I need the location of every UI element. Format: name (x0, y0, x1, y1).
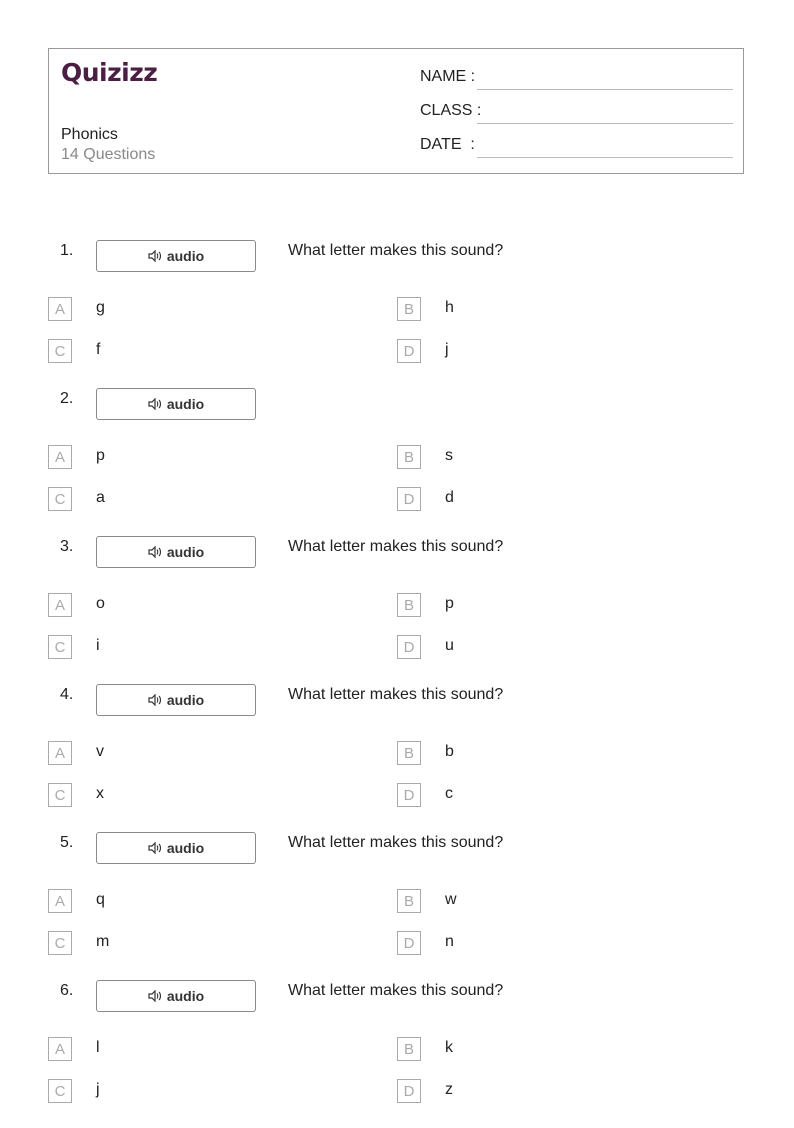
question-4 (0, 684, 794, 832)
option-text: v (96, 743, 104, 760)
option-text: a (96, 489, 105, 506)
question-6 (0, 980, 794, 1128)
option-letter-box[interactable]: A (48, 889, 72, 913)
audio-button[interactable] (96, 388, 256, 420)
option-text: p (96, 447, 105, 464)
audio-button[interactable] (96, 980, 256, 1012)
question-count: 14 Questions (61, 146, 156, 163)
option-letter-box[interactable]: A (48, 593, 72, 617)
audio-label: audio (166, 544, 205, 560)
question-text: What letter makes this sound? (288, 686, 504, 703)
option-letter-box[interactable]: D (397, 487, 421, 511)
audio-button[interactable] (96, 536, 256, 568)
question-number: 1. (60, 242, 74, 259)
option-text: s (445, 447, 453, 464)
date-label: DATE : (420, 136, 475, 153)
audio-label: audio (166, 840, 205, 856)
option-letter-box[interactable]: C (48, 1079, 72, 1103)
question-number: 2. (60, 390, 74, 407)
audio-button[interactable] (96, 240, 256, 272)
option-letter-box[interactable]: B (397, 1037, 421, 1061)
option-letter-box[interactable]: C (48, 783, 72, 807)
option-text: u (445, 637, 454, 654)
worksheet-title: Phonics (61, 126, 118, 143)
audio-label: audio (166, 988, 205, 1004)
audio-label: audio (166, 248, 205, 264)
option-text: k (445, 1039, 453, 1056)
speaker-icon (148, 398, 167, 410)
option-letter-box[interactable]: D (397, 1079, 421, 1103)
option-text: l (96, 1039, 100, 1056)
option-letter-box[interactable]: C (48, 931, 72, 955)
question-number: 5. (60, 834, 74, 851)
option-letter-box[interactable]: C (48, 339, 72, 363)
option-letter-box[interactable]: B (397, 593, 421, 617)
option-letter-box[interactable]: A (48, 741, 72, 765)
option-text: h (445, 299, 454, 316)
option-letter-box[interactable]: C (48, 635, 72, 659)
option-letter-box[interactable]: A (48, 445, 72, 469)
question-2 (0, 388, 794, 536)
question-text: What letter makes this sound? (288, 834, 504, 851)
option-text: b (445, 743, 454, 760)
option-text: g (96, 299, 105, 316)
name-line[interactable] (477, 89, 733, 90)
option-text: p (445, 595, 454, 612)
audio-label: audio (166, 692, 205, 708)
option-text: z (445, 1081, 453, 1098)
option-text: i (96, 637, 100, 654)
option-letter-box[interactable]: D (397, 931, 421, 955)
date-line[interactable] (477, 157, 733, 158)
option-letter-box[interactable]: C (48, 487, 72, 511)
name-label: NAME : (420, 68, 476, 85)
option-text: n (445, 933, 454, 950)
speaker-icon (148, 546, 167, 558)
option-text: j (445, 341, 449, 358)
question-5 (0, 832, 794, 980)
option-letter-box[interactable]: A (48, 1037, 72, 1061)
speaker-icon (148, 694, 167, 706)
option-text: w (445, 891, 457, 908)
class-line[interactable] (477, 123, 733, 124)
option-text: x (96, 785, 104, 802)
worksheet-header (48, 48, 744, 174)
question-text: What letter makes this sound? (288, 982, 504, 999)
option-text: d (445, 489, 454, 506)
question-number: 6. (60, 982, 74, 999)
question-1 (0, 240, 794, 388)
option-text: m (96, 933, 110, 950)
question-text: What letter makes this sound? (288, 538, 504, 555)
speaker-icon (148, 250, 167, 262)
option-text: j (96, 1081, 100, 1098)
option-text: o (96, 595, 105, 612)
speaker-icon (148, 990, 167, 1002)
audio-button[interactable] (96, 832, 256, 864)
speaker-icon (148, 842, 167, 854)
option-letter-box[interactable]: D (397, 635, 421, 659)
class-label: CLASS : (420, 102, 482, 119)
question-text: What letter makes this sound? (288, 242, 504, 259)
option-letter-box[interactable]: B (397, 741, 421, 765)
quizizz-logo: Quizizz (61, 58, 158, 87)
option-letter-box[interactable]: B (397, 445, 421, 469)
option-letter-box[interactable]: B (397, 889, 421, 913)
option-letter-box[interactable]: D (397, 339, 421, 363)
question-number: 4. (60, 686, 74, 703)
option-letter-box[interactable]: A (48, 297, 72, 321)
question-3 (0, 536, 794, 684)
question-number: 3. (60, 538, 74, 555)
option-text: c (445, 785, 453, 802)
audio-button[interactable] (96, 684, 256, 716)
option-text: q (96, 891, 105, 908)
option-letter-box[interactable]: B (397, 297, 421, 321)
option-text: f (96, 341, 101, 358)
option-letter-box[interactable]: D (397, 783, 421, 807)
audio-label: audio (166, 396, 205, 412)
